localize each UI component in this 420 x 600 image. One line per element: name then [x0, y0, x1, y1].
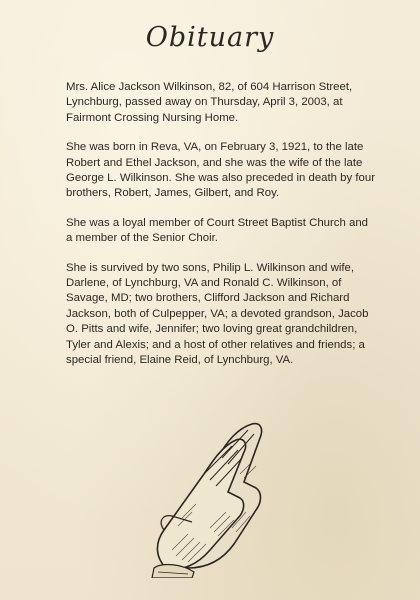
praying-hands-icon: [148, 418, 274, 578]
obituary-text: [66, 80, 376, 383]
paragraph-announcement: Mrs. Alice Jackson Wilkinson, 82, of 604 Harrison Street, Lynchburg, passed away on Thursday, April 3, 2003, at Fairmont Crossing Nursing Home.: [66, 81, 353, 124]
page-title: Obituary: [145, 22, 275, 53]
paragraph-biography: She was born in Reva, VA, on February 3, 1921, to the late Robert and Ethel Jackson, and she was the wife of the late George L. Wilkinson. She was also preceded in death by four brothers, Robert, James, Gilbert, and Roy.: [66, 141, 375, 200]
paragraph-church: She was a loyal member of Court Street Baptist Church and a member of the Senior Choir.: [66, 216, 368, 245]
paragraph-survivors: She is survived by two sons, Philip L. Wilkinson and wife, Darlene, of Lynchburg, VA and Ronald C. Wilkinson, of Savage, MD; two brothers, Clifford Jackson and Richard Jackson, both of Culpepper, VA; a devoted grandson, Jacob O. Pitts and wife, Jennifer; two loving great grandchildren, Tyler and Alexis; and a host of other relatives and friends; a special friend, Elaine Reid, of Lynchburg, VA.: [66, 261, 369, 367]
